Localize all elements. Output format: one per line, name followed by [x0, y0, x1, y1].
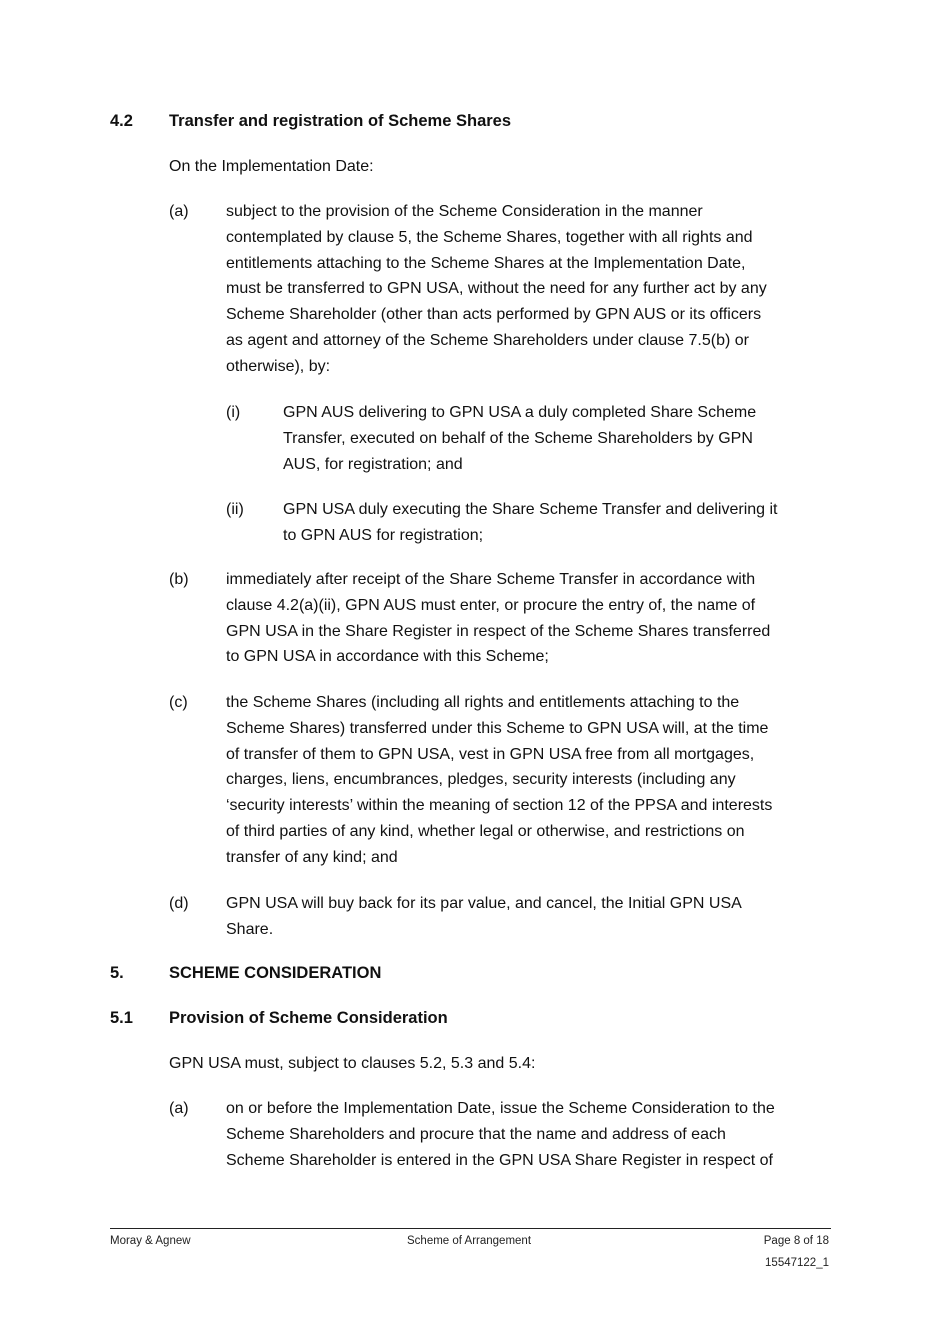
item-d-label: (d) [169, 895, 189, 912]
section-5-1-number: 5.1 [110, 1009, 133, 1027]
item-c-label: (c) [169, 694, 188, 711]
item-a-text [226, 199, 767, 380]
section-4-2-number: 4.2 [110, 112, 133, 130]
section-4-2-title: Transfer and registration of Scheme Shares [169, 112, 512, 130]
text-line: GPN AUS delivering to GPN USA a duly completed Share Scheme [283, 404, 757, 421]
footer-page-number: Page 8 of 18 [763, 1235, 829, 1247]
section-5-number: 5. [110, 964, 124, 982]
text-line: contemplated by clause 5, the Scheme Shares, together with all rights and [226, 228, 753, 246]
text-line: Scheme Shareholders and procure that the name and address of each [226, 1125, 726, 1143]
text-line: Scheme Shareholder is entered in the GPN USA Share Register in respect of [226, 1151, 773, 1169]
text-line: of transfer of them to GPN USA, vest in GPN USA free from all mortgages, [226, 745, 755, 763]
text-line: GPN USA in the Share Register in respect of the Scheme Shares transferred [226, 622, 771, 640]
item-a-label: (a) [169, 203, 189, 220]
text-line: otherwise), by: [226, 357, 331, 375]
item-b-label: (b) [169, 571, 189, 588]
section-5-1-title: Provision of Scheme Consideration [169, 1009, 448, 1027]
text-line: as agent and attorney of the Scheme Shareholders under clause 7.5(b) or [226, 331, 749, 349]
subitem-i-text [283, 400, 756, 477]
footer-document-id: 15547122_1 [765, 1257, 829, 1269]
text-line: AUS, for registration; and [283, 455, 463, 473]
text-line: clause 4.2(a)(ii), GPN AUS must enter, or procure the entry of, the name of [226, 596, 756, 614]
text-line: on or before the Implementation Date, issue the Scheme Consideration to the [226, 1100, 775, 1117]
footer-divider [110, 1228, 831, 1229]
item-c-text [226, 690, 772, 871]
item-b-text [226, 567, 770, 670]
footer-document-title: Scheme of Arrangement [407, 1235, 532, 1247]
item-d-text [226, 891, 742, 943]
text-line: GPN USA will buy back for its par value, and cancel, the Initial GPN USA [226, 895, 742, 912]
subitem-i-label: (i) [226, 404, 241, 421]
text-line: Scheme Shares) transferred under this Scheme to GPN USA will, at the time [226, 719, 769, 737]
subitem-ii-text [283, 497, 777, 549]
text-line: Transfer, executed on behalf of the Scheme Shareholders by GPN [283, 429, 753, 447]
text-line: of third parties of any kind, whether legal or otherwise, and restrictions on [226, 822, 745, 840]
text-line: must be transferred to GPN USA, without the need for any further act by any [226, 280, 767, 298]
text-line: the Scheme Shares (including all rights and entitlements attaching to the [226, 694, 740, 711]
section-5-title: SCHEME CONSIDERATION [169, 964, 382, 982]
subitem-ii-label: (ii) [226, 501, 244, 518]
text-line: ‘security interests’ within the meaning of section 12 of the PPSA and interests [226, 797, 773, 815]
section-5-1-intro: GPN USA must, subject to clauses 5.2, 5.3 and 5.4: [169, 1055, 536, 1072]
text-line: entitlements attaching to the Scheme Shares at the Implementation Date, [226, 254, 746, 272]
text-line: transfer of any kind; and [226, 848, 398, 866]
text-line: immediately after receipt of the Share Scheme Transfer in accordance with [226, 571, 756, 588]
text-line: subject to the provision of the Scheme Consideration in the manner [226, 203, 703, 220]
item-5-1-a-text [226, 1096, 775, 1173]
text-line: Scheme Shareholder (other than acts performed by GPN AUS or its officers [226, 306, 762, 324]
text-line: to GPN AUS for registration; [283, 526, 484, 544]
text-line: Share. [226, 920, 274, 938]
text-line: to GPN USA in accordance with this Scheme; [226, 648, 549, 666]
footer-firm-name: Moray & Agnew [110, 1235, 191, 1247]
text-line: charges, liens, encumbrances, pledges, security interests (including any [226, 771, 736, 789]
text-line: GPN USA duly executing the Share Scheme Transfer and delivering it [283, 501, 778, 518]
section-4-2-intro: On the Implementation Date: [169, 158, 374, 175]
item-5-1-a-label: (a) [169, 1100, 189, 1117]
